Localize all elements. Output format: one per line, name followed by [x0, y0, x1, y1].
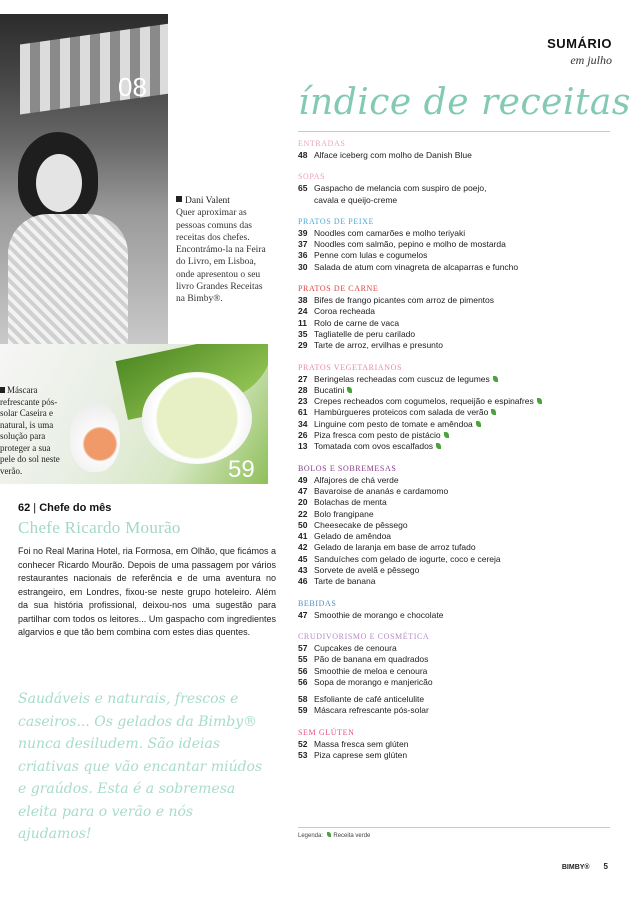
face-shape — [36, 154, 82, 212]
recipe-page: 47 — [298, 485, 308, 496]
recipe-row — [298, 542, 618, 553]
recipe-row — [298, 554, 618, 565]
green-leaf-icon — [444, 432, 449, 438]
recipe-name: Gelado de laranja em base de arroz tufado — [314, 542, 476, 553]
recipe-page: 53 — [298, 749, 308, 760]
recipe-page: 38 — [298, 295, 308, 306]
green-leaf-icon — [347, 387, 352, 393]
caption-text: Máscara refrescante pós-solar Caseira e natural, is uma solução para proteger a sua pele do sol neste verão. — [0, 385, 60, 476]
recipe-name: Tarte de arroz, ervilhas e presunto — [314, 340, 443, 351]
recipe-name: Máscara refrescante pós-solar — [314, 705, 429, 716]
mascara-caption — [0, 385, 60, 477]
recipe-row — [298, 396, 618, 407]
photo-page-number: 08 — [118, 72, 147, 102]
caption-name: Dani Valent — [185, 196, 230, 206]
recipe-page: 43 — [298, 565, 308, 576]
recipe-row — [298, 150, 618, 161]
recipe-row — [298, 705, 618, 716]
recipe-name: Beringelas recheadas com cuscuz de legumes — [314, 373, 490, 384]
recipe-row — [298, 329, 618, 340]
section-heading: BOLOS E SOBREMESAS — [298, 463, 397, 473]
section-carne — [298, 283, 618, 351]
caption-text: Quer aproximar as pessoas comuns das receitas dos chefes. Encontrámo-la na Feira do Livro, em Lisboa, onde apresentou o seu livro Grandes Receitas na Bimby®. — [176, 208, 266, 305]
recipe-name: Gaspacho de melancia com suspiro de poejo, — [314, 183, 487, 194]
section-bolos — [298, 463, 618, 588]
recipe-name: Noodles com salmão, pepino e molho de mostarda — [314, 239, 506, 250]
recipe-row — [298, 565, 618, 576]
recipe-name: Tomatada com ovos escalfados — [314, 441, 434, 452]
section-heading: CRUDIVORISMO E COSMÉTICA — [298, 631, 430, 641]
recipe-row — [298, 643, 618, 654]
recipe-name: Sanduíches com gelado de iogurte, coco e cereja — [314, 553, 501, 564]
recipe-row — [298, 750, 618, 761]
section-semgluten — [298, 727, 618, 762]
recipe-name: Linguine com pesto de tomate e amêndoa — [314, 418, 473, 429]
recipe-row — [298, 531, 618, 542]
section-heading: ENTRADAS — [298, 139, 346, 148]
recipe-name: Bolachas de menta — [314, 497, 387, 508]
chef-label: Chefe do mês — [39, 502, 112, 514]
recipe-name: Piza fresca com pesto de pistácio — [314, 430, 441, 441]
recipe-row — [298, 610, 618, 621]
recipe-page: 36 — [298, 250, 308, 261]
page-number: 5 — [603, 862, 608, 871]
recipe-name: Crepes recheados com cogumelos, requeijão e espinafres — [314, 396, 534, 407]
divider — [298, 131, 610, 132]
recipe-row — [298, 694, 618, 705]
recipe-row — [298, 441, 618, 452]
recipe-name: Bavaroise de ananás e cardamomo — [314, 485, 449, 496]
bullet-square-icon — [0, 387, 5, 393]
recipe-row — [298, 430, 618, 441]
green-leaf-icon — [537, 398, 542, 404]
recipe-index — [298, 138, 618, 771]
recipe-name: Hambúrgueres proteicos com salada de verão — [314, 407, 489, 418]
recipe-page: 58 — [298, 694, 308, 705]
recipe-row — [298, 486, 618, 497]
recipe-name: Alface iceberg com molho de Danish Blue — [314, 150, 472, 160]
recipe-page: 30 — [298, 261, 308, 272]
bowl-shape — [142, 372, 252, 464]
recipe-page: 55 — [298, 654, 308, 665]
recipe-row — [298, 419, 618, 430]
recipe-row — [298, 318, 618, 329]
recipe-name: Salada de atum com vinagreta de alcaparras e funcho — [314, 261, 519, 272]
recipe-page: 39 — [298, 227, 308, 238]
recipe-row — [298, 475, 618, 486]
recipe-name: Cheesecake de pêssego — [314, 519, 408, 530]
recipe-row — [298, 666, 618, 677]
recipe-row — [298, 228, 618, 239]
green-leaf-icon — [476, 421, 481, 427]
chef-description: Foi no Real Marina Hotel, ria Formosa, em Olhão, que ficámos a conhecer Ricardo Mourão. Depois de uma passagem por vários restaurantes nacionais de referência e de uma aventura no estrangeiro, em Londres, fixou-se neste grupo hoteleiro. Além da sua história profissional, deixou-nos uma sugestão para partilhar com todos os leitores... Um gaspacho com ingredientes algarvios e que tão bem combina com estes dias quentes. — [18, 546, 276, 637]
green-leaf-icon — [493, 376, 498, 382]
chef-name: Chefe Ricardo Mourão — [18, 518, 181, 537]
recipe-page: 46 — [298, 576, 308, 587]
recipe-page: 48 — [298, 150, 308, 160]
recipe-page: 47 — [298, 609, 308, 620]
recipe-row — [298, 677, 618, 688]
recipe-row — [298, 306, 618, 317]
recipe-name: Massa fresca sem glúten — [314, 738, 409, 749]
recipe-row — [298, 239, 618, 250]
recipe-page: 26 — [298, 430, 308, 441]
recipe-page: 22 — [298, 508, 308, 519]
recipe-row — [298, 340, 618, 351]
recipe-row — [298, 654, 618, 665]
recipe-row — [298, 183, 618, 194]
recipe-page: 45 — [298, 553, 308, 564]
recipe-name: Penne com lulas e cogumelos — [314, 250, 428, 261]
recipe-name: Sorvete de avelã e pêssego — [314, 565, 420, 576]
section-heading: PRATOS VEGETARIANOS — [298, 362, 403, 372]
recipe-name: Tagliatelle de peru carilado — [314, 328, 416, 339]
recipe-page: 52 — [298, 738, 308, 749]
legend — [298, 832, 370, 839]
recipe-row — [298, 520, 618, 531]
recipe-name: Smoothie de meloa e cenoura — [314, 665, 428, 676]
recipe-name: Bucatini — [314, 384, 345, 395]
section-sopas — [298, 171, 618, 206]
chef-page-number: 62 — [18, 502, 31, 514]
section-header — [547, 36, 612, 68]
recipe-page: 41 — [298, 531, 308, 542]
section-heading: PRATOS DE PEIXE — [298, 216, 374, 226]
recipe-page: 35 — [298, 328, 308, 339]
section-heading: BEBIDAS — [298, 598, 337, 608]
page-footer — [562, 862, 608, 871]
recipe-name: Noodles com camarões e molho teriyaki — [314, 227, 466, 238]
section-entradas — [298, 138, 618, 161]
recipe-page: 29 — [298, 340, 308, 351]
green-leaf-icon — [436, 443, 441, 449]
recipe-row — [298, 385, 618, 396]
section-bebidas — [298, 598, 618, 621]
section-vegetarianos — [298, 362, 618, 453]
recipe-name: Piza caprese sem glúten — [314, 749, 408, 760]
section-label: SUMÁRIO — [547, 36, 612, 51]
dress-shape — [8, 214, 128, 344]
shell-shape — [70, 402, 120, 472]
recipe-page: 34 — [298, 418, 308, 429]
dani-caption — [176, 195, 271, 306]
issue-label: em julho — [570, 53, 612, 67]
recipe-row — [298, 250, 618, 261]
recipe-name: Alfajores de chá verde — [314, 474, 399, 485]
recipe-row — [298, 497, 618, 508]
recipe-page: 59 — [298, 705, 308, 716]
section-heading: SEM GLÚTEN — [298, 727, 355, 737]
recipe-page: 42 — [298, 542, 308, 553]
bullet-square-icon — [176, 196, 182, 202]
recipe-page: 56 — [298, 676, 308, 687]
recipe-page: 28 — [298, 384, 308, 395]
recipe-name: Gelado de amêndoa — [314, 531, 392, 542]
recipe-name: cavala e queijo-creme — [314, 194, 398, 205]
green-leaf-icon — [491, 409, 496, 415]
recipe-name: Tarte de banana — [314, 576, 376, 587]
chef-photo — [0, 14, 168, 344]
section-peixe — [298, 216, 618, 273]
recipe-page: 65 — [298, 183, 308, 194]
recipe-name: Coroa recheada — [314, 306, 375, 317]
recipe-row — [298, 262, 618, 273]
photo-page-number: 59 — [228, 456, 255, 483]
recipe-row — [298, 509, 618, 520]
recipe-row — [298, 739, 618, 750]
recipe-name: Sopa de morango e manjericão — [314, 676, 433, 687]
legend-label: Legenda: — [298, 833, 324, 839]
recipe-row — [298, 374, 618, 385]
recipe-row — [298, 576, 618, 587]
recipe-row — [298, 407, 618, 418]
footer-brand: BIMBY® — [561, 864, 590, 871]
recipe-page: 50 — [298, 519, 308, 530]
page-title: índice de receitas — [298, 82, 631, 123]
legend-text: Receita verde — [333, 833, 371, 839]
promo-text: Saudáveis e naturais, frescos e caseiros... Os gelados da Bimby® nunca desiludem. São ideias criativas que vão encantar miúdos e graúdos. Esta é a sobremesa eleita para o verão e nós ajudamos! — [18, 691, 263, 842]
recipe-row — [298, 295, 618, 306]
recipe-page: 24 — [298, 306, 308, 317]
section-heading: SOPAS — [298, 172, 326, 182]
divider — [298, 827, 610, 828]
recipe-page: 20 — [298, 497, 308, 508]
recipe-page: 57 — [298, 642, 308, 653]
recipe-page: 23 — [298, 396, 308, 407]
section-crudivorismo — [298, 631, 618, 717]
recipe-page: 27 — [298, 373, 308, 384]
recipe-page: 61 — [298, 407, 308, 418]
recipe-row — [298, 195, 618, 206]
recipe-page: 56 — [298, 665, 308, 676]
recipe-name: Bifes de frango picantes com arroz de pimentos — [314, 295, 495, 306]
recipe-name: Esfoliante de café anticelulite — [314, 694, 425, 705]
recipe-name: Cupcakes de cenoura — [314, 642, 397, 653]
recipe-name: Bolo frangipane — [314, 508, 374, 519]
chef-heading: 62 | Chefe do mês — [18, 502, 112, 514]
recipe-page: 37 — [298, 239, 308, 250]
recipe-name: Rolo de carne de vaca — [314, 317, 400, 328]
recipe-page: 13 — [298, 441, 308, 452]
recipe-page: 49 — [298, 474, 308, 485]
section-heading: PRATOS DE CARNE — [298, 284, 379, 294]
recipe-page: 11 — [298, 317, 307, 328]
recipe-name: Smoothie de morango e chocolate — [314, 609, 444, 620]
recipe-name: Pão de banana em quadrados — [314, 654, 429, 665]
green-leaf-icon — [327, 832, 331, 837]
